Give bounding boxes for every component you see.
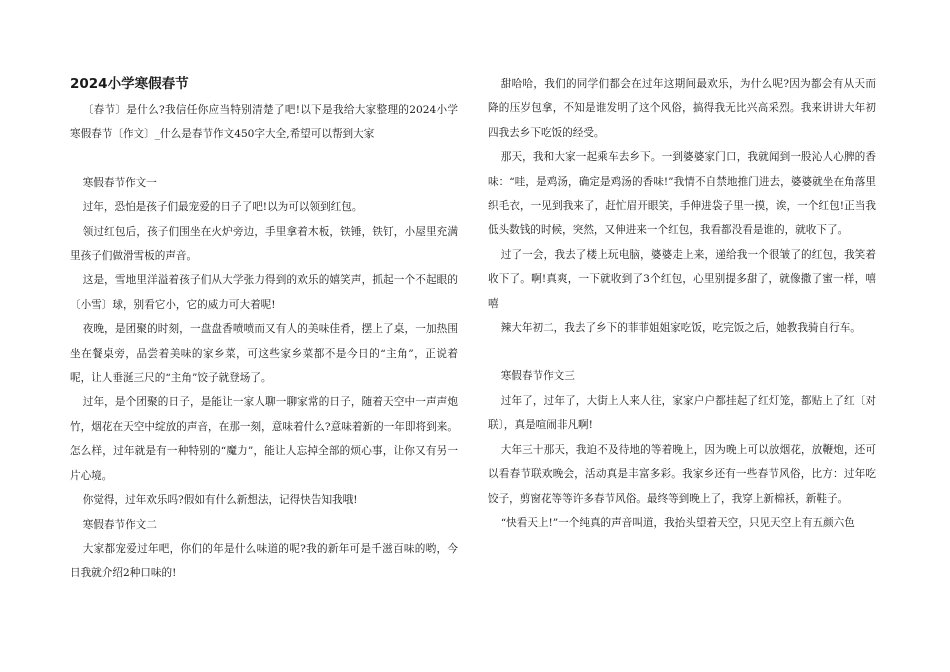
essay-1-paragraph-1: 过年，恐怕是孩子们最宠爱的日子了吧!以为可以领到红包。	[82, 201, 363, 214]
essay-2-paragraph-5: 辣大年初二，我去了乡下的菲菲姐姐家吃饭，吃完饭之后，她教我骑自行车。	[500, 322, 861, 335]
essay-2-heading: 寒假春节作文二	[82, 518, 157, 531]
essay-1-paragraph-5: 过年，是个团聚的日子，是能让一家人聊一聊家常的日子，随着天空中一声声炮竹，烟花在天空中绽放的声音，在那一刻，意味着什么?意味着新的一年即将到来。怎么样，过年就是有一种特别的“魔力”，能让人忘掉全部的烦心事，让你又有另一片心境。	[70, 396, 458, 482]
essay-2-paragraph-2: 甜哈哈，我们的同学们都会在过年这期间最欢乐，为什么呢?因为都会有从天而降的压岁包拿，不知是谁发明了这个风俗，搞得我无比兴高采烈。我来讲讲大年初四我去乡下吃饭的经受。	[488, 78, 876, 139]
essay-1-paragraph-6: 你觉得，过年欢乐吗?假如有什么新想法，记得快告知我哦!	[82, 494, 358, 507]
essay-1-paragraph-4: 夜晚，是团聚的时刻，一盘盘香喷喷而又有人的美味佳肴，摆上了桌，一加热围坐在餐桌旁，品尝着美味的家乡菜，可这些家乡菜都不是今日的“主角”，正说着呢，让人垂涎三尺的“主角”饺子就登场了。	[70, 323, 458, 385]
intro-paragraph: 〔春节〕是什么?我信任你应当特别清楚了吧!以下是我给大家整理的2024小学寒假春节〔作文〕_什么是春节作文450字大全,希望可以帮到大家	[70, 104, 458, 141]
essay-3-paragraph-2: 大年三十那天，我迫不及待地的等着晚上，因为晚上可以放烟花，放鞭炮，还可以看春节联欢晚会，活动真是丰富多彩。我家乡还有一些春节风俗，比方：过年吃饺子，剪窗花等等许多春节风俗。最终等到晚上了，我穿上新棉袄，新鞋子。	[488, 443, 876, 505]
essay-2-paragraph-3: 那天，我和大家一起乘车去乡下。一到婆婆家门口，我就闻到一股沁人心脾的香味：“哇，是鸡汤，确定是鸡汤的香味!”我情不自禁地推门进去，婆婆就坐在角落里织毛衣，一见到我来了，赶忙眉开眼笑，手伸进袋子里一摸，诶，一个红包!正当我低头数钱的时候，突然，又伸进来一个红包，我看都没看是谁的，就收下了。	[488, 151, 876, 237]
essay-2-paragraph-4: 过了一会，我去了楼上玩电脑，婆婆走上来，递给我一个很皱了的红包，我笑着收下了。啊!真爽，一下就收到了3个红包，心里别提多甜了，就像撒了蜜一样，嘻嘻	[488, 248, 876, 310]
right-column	[488, 72, 876, 535]
essay-1-paragraph-2: 领过红包后，孩子们围坐在火炉旁边，手里拿着木板，铁锤，铁钉，小屋里充满里孩子们做滑雪板的声音。	[70, 225, 458, 263]
spacer	[70, 147, 458, 171]
spacer	[488, 340, 876, 364]
essay-1-paragraph-3: 这是，雪地里洋溢着孩子们从大学张力得到的欢乐的嬉笑声，抓起一个不起眼的〔小雪〕球，别看它小，它的威力可大着呢!	[70, 274, 458, 311]
left-column	[70, 72, 458, 586]
essay-3-paragraph-3: “快看天上!”一个纯真的声音叫道，我抬头望着天空，只见天空上有五颜六色	[500, 516, 855, 529]
document-title: 2024小学寒假春节	[70, 76, 189, 92]
essay-1-heading: 寒假春节作文一	[82, 176, 157, 189]
essay-2-paragraph-1: 大家都宠爱过年吧，你们的年是什么味道的呢?我的新年可是千滋百味的哟，今日我就介绍2种口味的!	[70, 542, 458, 580]
essay-3-paragraph-1: 过年了，过年了，大街上人来人往，家家户户都挂起了红灯笼，都贴上了红〔对联〕，真是喧闹非凡啊!	[488, 394, 876, 432]
essay-3-heading: 寒假春节作文三	[500, 370, 575, 383]
